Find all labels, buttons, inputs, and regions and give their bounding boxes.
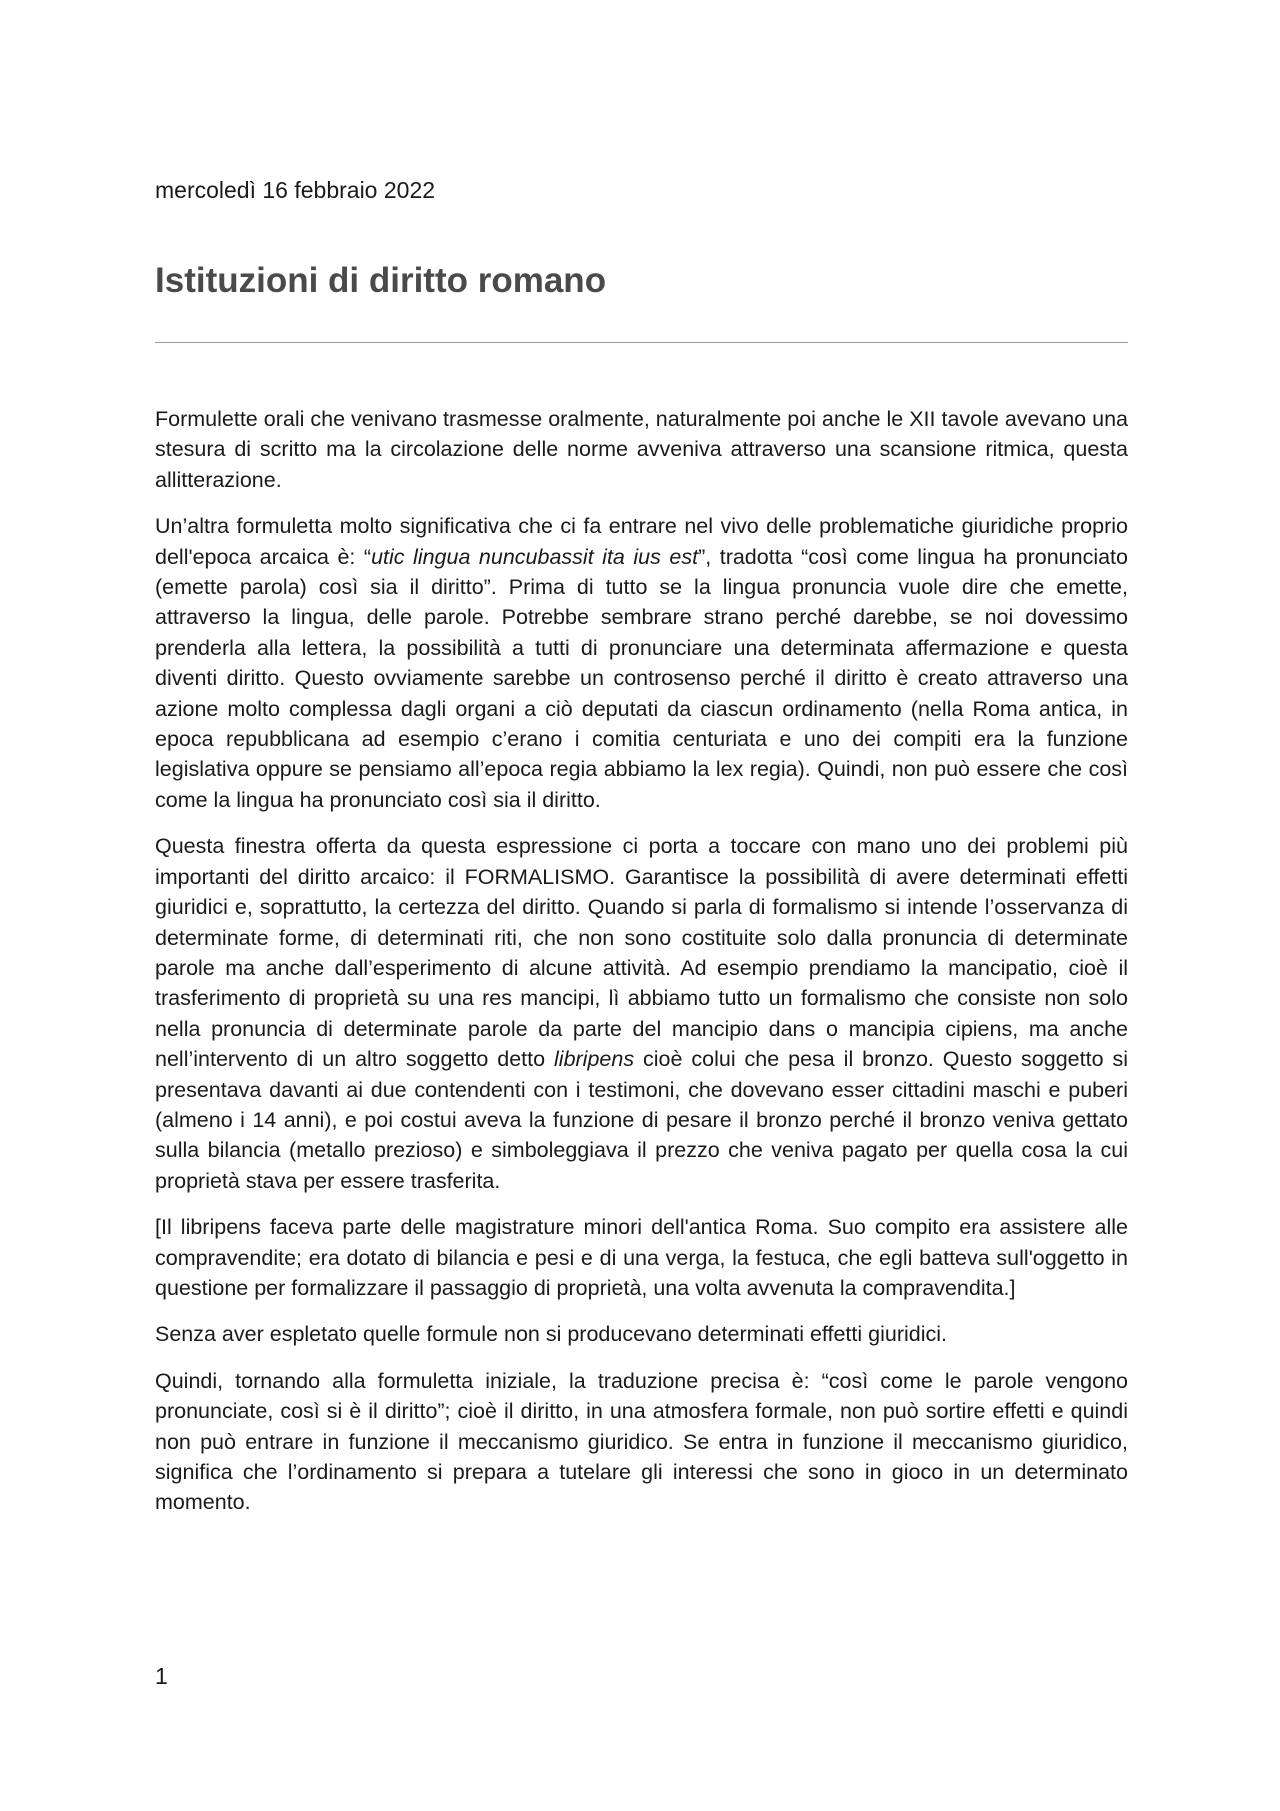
paragraph-5-text: Senza aver espletato quelle formule non si producevano determinati effetti giuridici. [155,1322,947,1347]
document-body [155,404,1128,1534]
title-divider [155,342,1128,343]
document-page [155,0,1128,1811]
paragraph-3-text-end: cioè colui che pesa il bronzo. Questo soggetto si presentava davanti ai due contendenti con i testimoni, che dovevano esser cittadini maschi e puberi (almeno i 14 anni), e poi costui aveva la funzione di pesare il bronzo perché il bronzo veniva gettato sulla bilancia (metallo prezioso) e simboleggiava il prezzo che veniva pagato per quella cosa la cui proprietà stava per essere trasferita. [155,1047,1128,1193]
paragraph-2 [155,511,1128,815]
paragraph-2-text-end: ”, tradotta “così come lingua ha pronunciato (emette parola) così sia il diritto”. Prima di tutto se la lingua pronuncia vuole dire che emette, attraverso la lingua, delle parole. Potrebbe sembrare strano perché darebbe, se noi dovessimo prenderla alla lettera, la possibilità a tutti di pronunciare una determinata affermazione e questa diventi diritto. Questo ovviamente sarebbe un controsenso perché il diritto è creato attraverso una azione molto complessa dagli organi a ciò deputati da ciascun ordinamento (nella Roma antica, in epoca repubblicana ad esempio c’erano i comitia centuriata e uno dei compiti era la funzione legislativa oppure se pensiamo all’epoca regia abbiamo la lex regia). Quindi, non può essere che così come la lingua ha pronunciato così sia il diritto. [155,544,1128,812]
paragraph-3-text-start: Questa finestra offerta da questa espressione ci porta a toccare con mano uno dei problemi più importanti del diritto arcaico: il FORMALISMO. Garantisce la possibilità di avere determinati effetti giuridici e, soprattutto, la certezza del diritto. Quando si parla di formalismo si intende l’osservanza di determinate forme, di determinati riti, che non sono costituite solo dalla pronuncia di determinate parole ma anche dall’esperimento di alcune attività. Ad esempio prendiamo la mancipatio, cioè il trasferimento di proprietà su una res mancipi, lì abbiamo tutto un formalismo che consiste non solo nella pronuncia di determinate parole da parte del mancipio dans o mancipia cipiens, ma anche nell’intervento di un altro soggetto detto [155,834,1128,1072]
paragraph-1 [155,404,1128,495]
page-number: 1 [155,1663,168,1689]
libripens-term: libripens [554,1047,635,1072]
paragraph-6-text: Quindi, tornando alla formuletta iniziale, la traduzione precisa è: “così come le parole vengono pronunciate, così si è il diritto”; cioè il diritto, in una atmosfera formale, non può sortire effetti e quindi non può entrare in funzione il meccanismo giuridico. Se entra in funzione il meccanismo giuridico, significa che l’ordinamento si prepara a tutelare gli interessi che sono in gioco in un determinato momento. [155,1368,1128,1515]
document-date: mercoledì 16 febbraio 2022 [155,177,436,203]
paragraph-4 [155,1212,1128,1303]
paragraph-6 [155,1366,1128,1518]
paragraph-2-text-start: Un’altra formuletta molto significativa che ci fa entrare nel vivo delle problematiche giuridiche proprio dell'epoca arcaica è: “ [155,514,1128,569]
paragraph-4-text: [Il libripens faceva parte delle magistrature minori dell'antica Roma. Suo compito era assistere alle compravendite; era dotato di bilancia e pesi e di una verga, la festuca, che egli batteva sull'oggetto in questione per formalizzare il passaggio di proprietà, una volta avvenuta la compravendita.] [155,1215,1128,1300]
paragraph-3 [155,831,1128,1196]
latin-formula: utic lingua nuncubassit ita ius est [371,544,699,569]
paragraph-5 [155,1319,1128,1349]
document-title: Istituzioni di diritto romano [155,261,607,300]
paragraph-1-text: Formulette orali che venivano trasmesse oralmente, naturalmente poi anche le XII tavole avevano una stesura di scritto ma la circolazione delle norme avveniva attraverso una scansione ritmica, questa allitterazione. [155,407,1128,492]
